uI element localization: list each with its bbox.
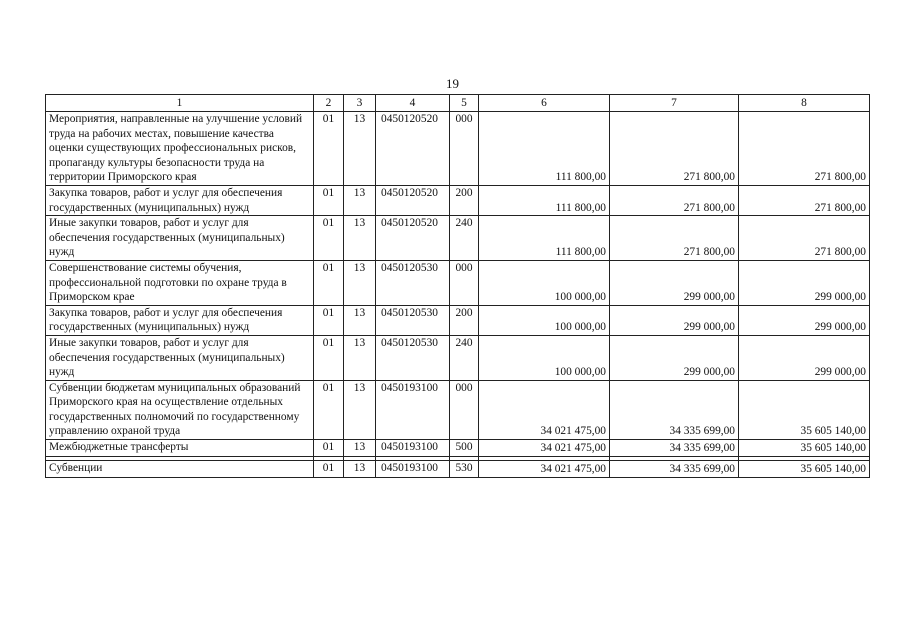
column-header: 8: [739, 95, 870, 112]
expense-type-code: 500: [450, 440, 479, 457]
section-code: 01: [314, 185, 344, 215]
section-code: 01: [314, 305, 344, 335]
target-article-code: 0450120530: [376, 305, 450, 335]
section-code: 01: [314, 440, 344, 457]
amount-col8: 35 605 140,00: [739, 380, 870, 439]
table-header-row: [46, 95, 870, 112]
row-name: Субвенции: [46, 461, 314, 478]
column-header: 7: [610, 95, 739, 112]
table-row: [46, 260, 870, 305]
target-article-code: 0450193100: [376, 461, 450, 478]
subsection-code: 13: [344, 112, 376, 186]
amount-col8: 35 605 140,00: [739, 461, 870, 478]
amount-col6: 111 800,00: [479, 216, 610, 261]
amount-col7: 34 335 699,00: [610, 380, 739, 439]
subsection-code: 13: [344, 260, 376, 305]
subsection-code: 13: [344, 461, 376, 478]
amount-col7: 299 000,00: [610, 305, 739, 335]
column-header: 3: [344, 95, 376, 112]
expense-type-code: 200: [450, 305, 479, 335]
row-name: Иные закупки товаров, работ и услуг для обеспечения государственных (муниципальных) нужд: [46, 335, 314, 380]
column-header: 1: [46, 95, 314, 112]
row-name: Закупка товаров, работ и услуг для обеспечения государственных (муниципальных) нужд: [46, 305, 314, 335]
table-row: [46, 440, 870, 457]
section-code: 01: [314, 260, 344, 305]
amount-col7: 299 000,00: [610, 260, 739, 305]
amount-col7: 271 800,00: [610, 185, 739, 215]
amount-col7: 271 800,00: [610, 112, 739, 186]
table-row: [46, 335, 870, 380]
target-article-code: 0450120520: [376, 112, 450, 186]
amount-col8: 299 000,00: [739, 305, 870, 335]
amount-col8: 271 800,00: [739, 216, 870, 261]
section-code: 01: [314, 216, 344, 261]
section-code: 01: [314, 380, 344, 439]
section-code: 01: [314, 112, 344, 186]
amount-col6: 100 000,00: [479, 305, 610, 335]
table-row: [46, 216, 870, 261]
amount-col7: 34 335 699,00: [610, 461, 739, 478]
table-row: [46, 380, 870, 439]
target-article-code: 0450120520: [376, 185, 450, 215]
amount-col8: 35 605 140,00: [739, 440, 870, 457]
expense-type-code: 200: [450, 185, 479, 215]
amount-col8: 271 800,00: [739, 112, 870, 186]
amount-col6: 111 800,00: [479, 185, 610, 215]
section-code: 01: [314, 335, 344, 380]
subsection-code: 13: [344, 216, 376, 261]
amount-col8: 299 000,00: [739, 335, 870, 380]
target-article-code: 0450193100: [376, 380, 450, 439]
section-code: 01: [314, 461, 344, 478]
subsection-code: 13: [344, 305, 376, 335]
amount-col6: 34 021 475,00: [479, 440, 610, 457]
expense-type-code: 000: [450, 260, 479, 305]
expense-type-code: 000: [450, 380, 479, 439]
row-name: Мероприятия, направленные на улучшение условий труда на рабочих местах, повышение качества оценки существующих профессиональных рисков, пропаганду культуры безопасности труда на территории Приморского края: [46, 112, 314, 186]
row-name: Иные закупки товаров, работ и услуг для обеспечения государственных (муниципальных) нужд: [46, 216, 314, 261]
target-article-code: 0450120520: [376, 216, 450, 261]
amount-col7: 299 000,00: [610, 335, 739, 380]
amount-col6: 34 021 475,00: [479, 461, 610, 478]
row-name: Межбюджетные трансферты: [46, 440, 314, 457]
table-row: [46, 305, 870, 335]
table-row: [46, 112, 870, 186]
subsection-code: 13: [344, 440, 376, 457]
expense-type-code: 000: [450, 112, 479, 186]
column-header: 2: [314, 95, 344, 112]
page-number: 19: [446, 76, 459, 91]
amount-col6: 100 000,00: [479, 335, 610, 380]
row-name: Закупка товаров, работ и услуг для обеспечения государственных (муниципальных) нужд: [46, 185, 314, 215]
row-name: Совершенствование системы обучения, профессиональной подготовки по охране труда в Приморском крае: [46, 260, 314, 305]
amount-col8: 299 000,00: [739, 260, 870, 305]
target-article-code: 0450120530: [376, 260, 450, 305]
amount-col6: 111 800,00: [479, 112, 610, 186]
amount-col7: 34 335 699,00: [610, 440, 739, 457]
column-header: 5: [450, 95, 479, 112]
amount-col6: 100 000,00: [479, 260, 610, 305]
amount-col7: 271 800,00: [610, 216, 739, 261]
amount-col8: 271 800,00: [739, 185, 870, 215]
table-row: [46, 461, 870, 478]
target-article-code: 0450120530: [376, 335, 450, 380]
expense-type-code: 240: [450, 216, 479, 261]
subsection-code: 13: [344, 185, 376, 215]
budget-table: [45, 94, 870, 478]
expense-type-code: 530: [450, 461, 479, 478]
amount-col6: 34 021 475,00: [479, 380, 610, 439]
table-row: [46, 185, 870, 215]
column-header: 6: [479, 95, 610, 112]
expense-type-code: 240: [450, 335, 479, 380]
target-article-code: 0450193100: [376, 440, 450, 457]
subsection-code: 13: [344, 380, 376, 439]
row-name: Субвенции бюджетам муниципальных образований Приморского края на осуществление отдельных государственных полномочий по государственному управлению охраной труда: [46, 380, 314, 439]
subsection-code: 13: [344, 335, 376, 380]
column-header: 4: [376, 95, 450, 112]
